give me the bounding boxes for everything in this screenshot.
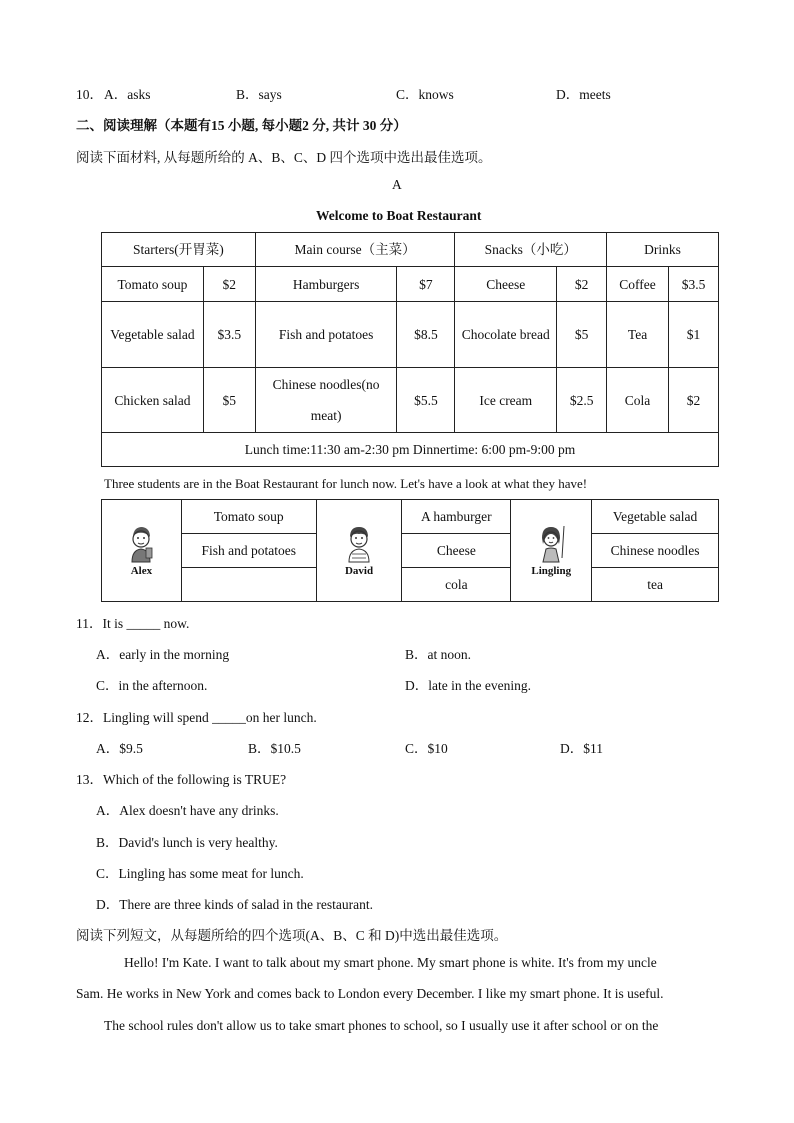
q11-option-c: C．in the afternoon. (96, 678, 208, 693)
student-david (316, 500, 402, 602)
menu-header-starters: Starters(开胃菜) (102, 233, 256, 267)
menu-price: $2.5 (557, 368, 607, 433)
girl-icon (535, 524, 567, 564)
menu-title: Welcome to Boat Restaurant (316, 208, 482, 223)
student-item: Chinese noodles (592, 534, 719, 568)
david-avatar (321, 524, 398, 564)
student-name: Alex (130, 564, 153, 577)
student-name: Lingling (531, 564, 572, 577)
menu-price: $3.5 (203, 302, 255, 368)
menu-price: $5.5 (397, 368, 455, 433)
boy-icon (126, 524, 156, 564)
q13-option-a: A．Alex doesn't have any drinks. (96, 803, 279, 818)
q11-option-a: A．early in the morning (96, 647, 230, 662)
q10-option-a: A．asks (104, 87, 151, 102)
passage-b-p1-line2: Sam. He works in New York and comes back to London every December. I like my smart phone. It is useful. (76, 986, 664, 1001)
students-table (101, 499, 719, 602)
menu-cell: Chocolate bread (455, 302, 557, 368)
menu-cell: Vegetable salad (102, 302, 204, 368)
passage-b-instruction: 阅读下列短文，从每题所给的四个选项(A、B、C 和 D)中选出最佳选项。 (76, 928, 508, 943)
menu-header-drinks: Drinks (607, 233, 719, 267)
students-intro: Three students are in the Boat Restaurant for lunch now. Let's have a look at what they have! (104, 476, 588, 491)
menu-cell: Ice cream (455, 368, 557, 433)
q11-option-d: D．late in the evening. (405, 678, 531, 693)
menu-price: $3.5 (669, 267, 719, 302)
student-lingling (511, 500, 592, 602)
q12-option-d: D．$11 (560, 741, 603, 756)
boy-icon (344, 524, 374, 564)
alex-avatar (106, 524, 177, 564)
student-item: A hamburger (402, 500, 511, 534)
menu-price: $7 (397, 267, 455, 302)
student-item (181, 568, 316, 602)
menu-header-snacks: Snacks（小吃） (455, 233, 607, 267)
student-item: Fish and potatoes (181, 534, 316, 568)
q13-option-c: C．Lingling has some meat for lunch. (96, 866, 304, 881)
q10-option-d: D．meets (556, 87, 611, 102)
q10-option-b: B．says (236, 87, 282, 102)
menu-price: $2 (557, 267, 607, 302)
q12-stem: 12．Lingling will spend _____on her lunch. (76, 710, 317, 725)
menu-cell: Coffee (607, 267, 669, 302)
menu-price: $5 (203, 368, 255, 433)
menu-cell: Tea (607, 302, 669, 368)
menu-price: $1 (669, 302, 719, 368)
menu-cell: Tomato soup (102, 267, 204, 302)
lingling-avatar (515, 524, 587, 564)
passage-a-label: A (392, 177, 402, 192)
q12-option-a: A．$9.5 (96, 741, 143, 756)
section2-instruction: 阅读下面材料, 从每题所给的 A、B、C、D 四个选项中选出最佳选项。 (76, 150, 492, 165)
menu-cell: Chicken salad (102, 368, 204, 433)
section2-heading: 二、阅读理解（本题有15 小题, 每小题2 分, 共计 30 分） (76, 118, 407, 133)
student-item: cola (402, 568, 511, 602)
menu-cell: Fish and potatoes (255, 302, 397, 368)
q11-stem: 11．It is _____ now. (76, 616, 190, 631)
menu-table (101, 232, 719, 467)
menu-price: $2 (203, 267, 255, 302)
q13-stem: 13．Which of the following is TRUE? (76, 772, 287, 787)
q10-option-c: C．knows (396, 87, 454, 102)
q12-option-c: C．$10 (405, 741, 448, 756)
passage-b-p2-line1: The school rules don't allow us to take smart phones to school, so I usually use it after school or on the (104, 1018, 659, 1033)
q10-number: 10． (76, 87, 103, 102)
student-item: Tomato soup (181, 500, 316, 534)
menu-cell: Chinese noodles(no meat) (255, 368, 397, 433)
passage-b-p1-line1: Hello! I'm Kate. I want to talk about my smart phone. My smart phone is white. It's from my uncle (124, 955, 657, 970)
menu-cell: Hamburgers (255, 267, 397, 302)
student-item: Vegetable salad (592, 500, 719, 534)
q12-option-b: B．$10.5 (248, 741, 301, 756)
student-name: David (344, 564, 374, 577)
menu-price: $2 (669, 368, 719, 433)
menu-price: $8.5 (397, 302, 455, 368)
menu-cell: Cheese (455, 267, 557, 302)
student-alex (102, 500, 182, 602)
q11-option-b: B．at noon. (405, 647, 471, 662)
student-item: tea (592, 568, 719, 602)
menu-hours: Lunch time:11:30 am-2:30 pm Dinnertime: 6:00 pm-9:00 pm (102, 433, 719, 467)
menu-cell: Cola (607, 368, 669, 433)
q13-option-b: B．David's lunch is very healthy. (96, 835, 278, 850)
q13-option-d: D．There are three kinds of salad in the restaurant. (96, 897, 374, 912)
menu-price: $5 (557, 302, 607, 368)
student-item: Cheese (402, 534, 511, 568)
menu-header-main: Main course（主菜） (255, 233, 455, 267)
